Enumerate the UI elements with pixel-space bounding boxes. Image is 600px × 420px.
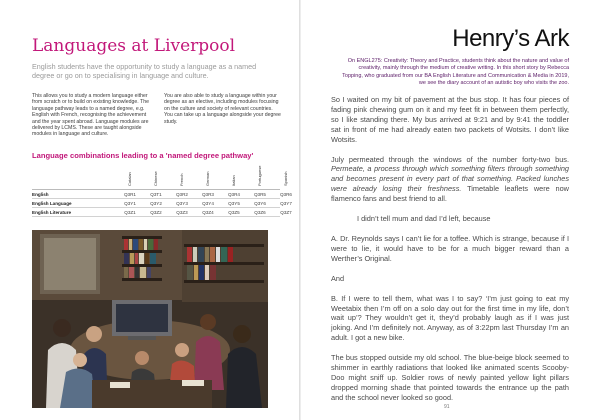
story-subtitle: On ENGL275: Creativity: Theory and Practice, students think about the nature and value of creativity, mainly through the medium of creative writing. In this short story by Rebecca Topping, who graduated from our BA English Literature and Communication & Media in 2019, we see the diary account of an autistic boy who visits the zoo. bbox=[342, 58, 569, 87]
table-cell: Q3Y3 bbox=[176, 201, 188, 206]
story-paragraph: So I waited on my bit of pavement at the bus stop. It has four pieces of fading pink chewing gum on it and my feet fit in between them perfectly, so I like standing there. My bus arrived at 9:21 and by 9:41 the toddler sat in front of me had already eaten two packets of Wotsits. I don’t like Wotsits. bbox=[331, 95, 569, 144]
table-row bbox=[32, 209, 292, 217]
story-paragraph: B. If I were to tell them, what was I to say? ‘I’m just going to eat my Weetabix then I’m off on a solo day out for the first time in my life, don’t wait up’? They wouldn’t get it, they’d probably laugh as if I was just joking. And I’m definitely not. Anyway, as of 3:22pm last Thursday I’m an adult. I got a new bike. bbox=[331, 293, 569, 343]
degree-table bbox=[32, 164, 292, 220]
table-header-rule bbox=[32, 189, 280, 190]
paragraph-tail: Timetable leaflets were now flamenco fans and best friend to all. bbox=[331, 184, 569, 204]
right-page bbox=[301, 0, 600, 420]
table-row-label: English bbox=[32, 192, 49, 197]
story-paragraph: A. Dr. Reynolds says I can’t lie for a toffee. Which is strange, because if I were to lie, it would have to be for a much bigger reward than a Werther’s Original. bbox=[331, 233, 569, 263]
table-cell: Q3Z1 bbox=[124, 210, 136, 215]
table-row-label: English Literature bbox=[32, 210, 72, 215]
table-cell: Q3R3 bbox=[201, 192, 214, 197]
table-row bbox=[32, 200, 292, 208]
table-cell: Q3Y1 bbox=[124, 201, 136, 206]
table-cell: Q3R4 bbox=[227, 192, 240, 197]
table-column-header: Catalan bbox=[127, 172, 132, 186]
page-number: 91 bbox=[444, 404, 450, 410]
paragraph-lead: July permeated through the windows of the number forty-two bus. bbox=[331, 154, 569, 164]
story-paragraph: The bus stopped outside my old school. The blue-beige block seemed to shimmer in earthly radiations that looked like animated scents Scooby-Doo might sniff up. Soldier rows of newly painted yellow light pillars dropped morning shade that pointed towards the entrance up the path and the school never looked so good. bbox=[331, 353, 569, 402]
left-page-intro: English students have the opportunity to study a language as a named degree or go on to specialising in language and culture. bbox=[32, 62, 257, 80]
table-cell: Q3T1 bbox=[150, 192, 162, 197]
story-paragraph bbox=[331, 155, 569, 205]
table-cell: Q3Y5 bbox=[228, 201, 240, 206]
left-page-title: Languages at Liverpool bbox=[32, 36, 236, 56]
table-cell: Q3R1 bbox=[123, 192, 136, 197]
table-cell: Q3Y7 bbox=[280, 201, 292, 206]
table-column-header: French bbox=[179, 173, 184, 186]
table-column-header: German bbox=[205, 171, 210, 186]
table-cell: Q3Z5 bbox=[228, 210, 240, 215]
story-paragraph: And bbox=[331, 273, 345, 283]
table-cell: Q3Z4 bbox=[202, 210, 214, 215]
table-column-header: Portuguese bbox=[257, 165, 262, 186]
table-column-header: Spanish bbox=[283, 171, 288, 186]
table-cell: Q3Z3 bbox=[176, 210, 188, 215]
table-row bbox=[32, 191, 292, 199]
table-cell: Q3Z2 bbox=[150, 210, 162, 215]
right-column-text: You are also able to study a language within your degree as an elective, including modules focusing on the culture and society of relevant countries. You can take up a language alongside your degree study. bbox=[164, 93, 281, 125]
paragraph-italic: Permeate, a process through which something filters through something and becomes present in every part of that something. Packed lunches were already losing their freshness. bbox=[331, 164, 569, 194]
table-cell: Q3Y4 bbox=[202, 201, 214, 206]
table-cell: Q3R5 bbox=[253, 192, 266, 197]
table-cell: Q3R6 bbox=[279, 192, 292, 197]
table-column-header: Italian bbox=[231, 175, 236, 186]
left-page bbox=[0, 0, 299, 420]
students-photo bbox=[32, 230, 268, 408]
classroom-photo-illustration bbox=[32, 230, 268, 408]
table-title: Language combinations leading to a 'named degree pathway' bbox=[32, 151, 254, 160]
left-column-text: This allows you to study a modern language either from scratch or to build on existing knowledge. The language pathway leads to a named degree, e.g. English with French, recognising the achievement and the year spent abroad. Language modules are delivered by LCMS. These are taught alongside modules in language and culture. bbox=[32, 93, 149, 138]
table-cell: Q3Z6 bbox=[254, 210, 266, 215]
table-row-rule bbox=[32, 216, 280, 217]
story-title: Henry’s Ark bbox=[452, 25, 569, 52]
table-row-label: English Language bbox=[32, 201, 72, 206]
table-column-header: Chinese bbox=[153, 171, 158, 186]
story-paragraph-indented: I didn’t tell mum and dad I’d left, because bbox=[357, 214, 491, 224]
table-cell: Q3Y2 bbox=[150, 201, 162, 206]
story-body bbox=[331, 95, 569, 413]
table-cell: Q3Z7 bbox=[280, 210, 292, 215]
table-cell: Q3R2 bbox=[175, 192, 188, 197]
table-cell: Q3Y6 bbox=[254, 201, 266, 206]
table-row-rule bbox=[32, 207, 280, 208]
table-row-rule bbox=[32, 198, 280, 199]
